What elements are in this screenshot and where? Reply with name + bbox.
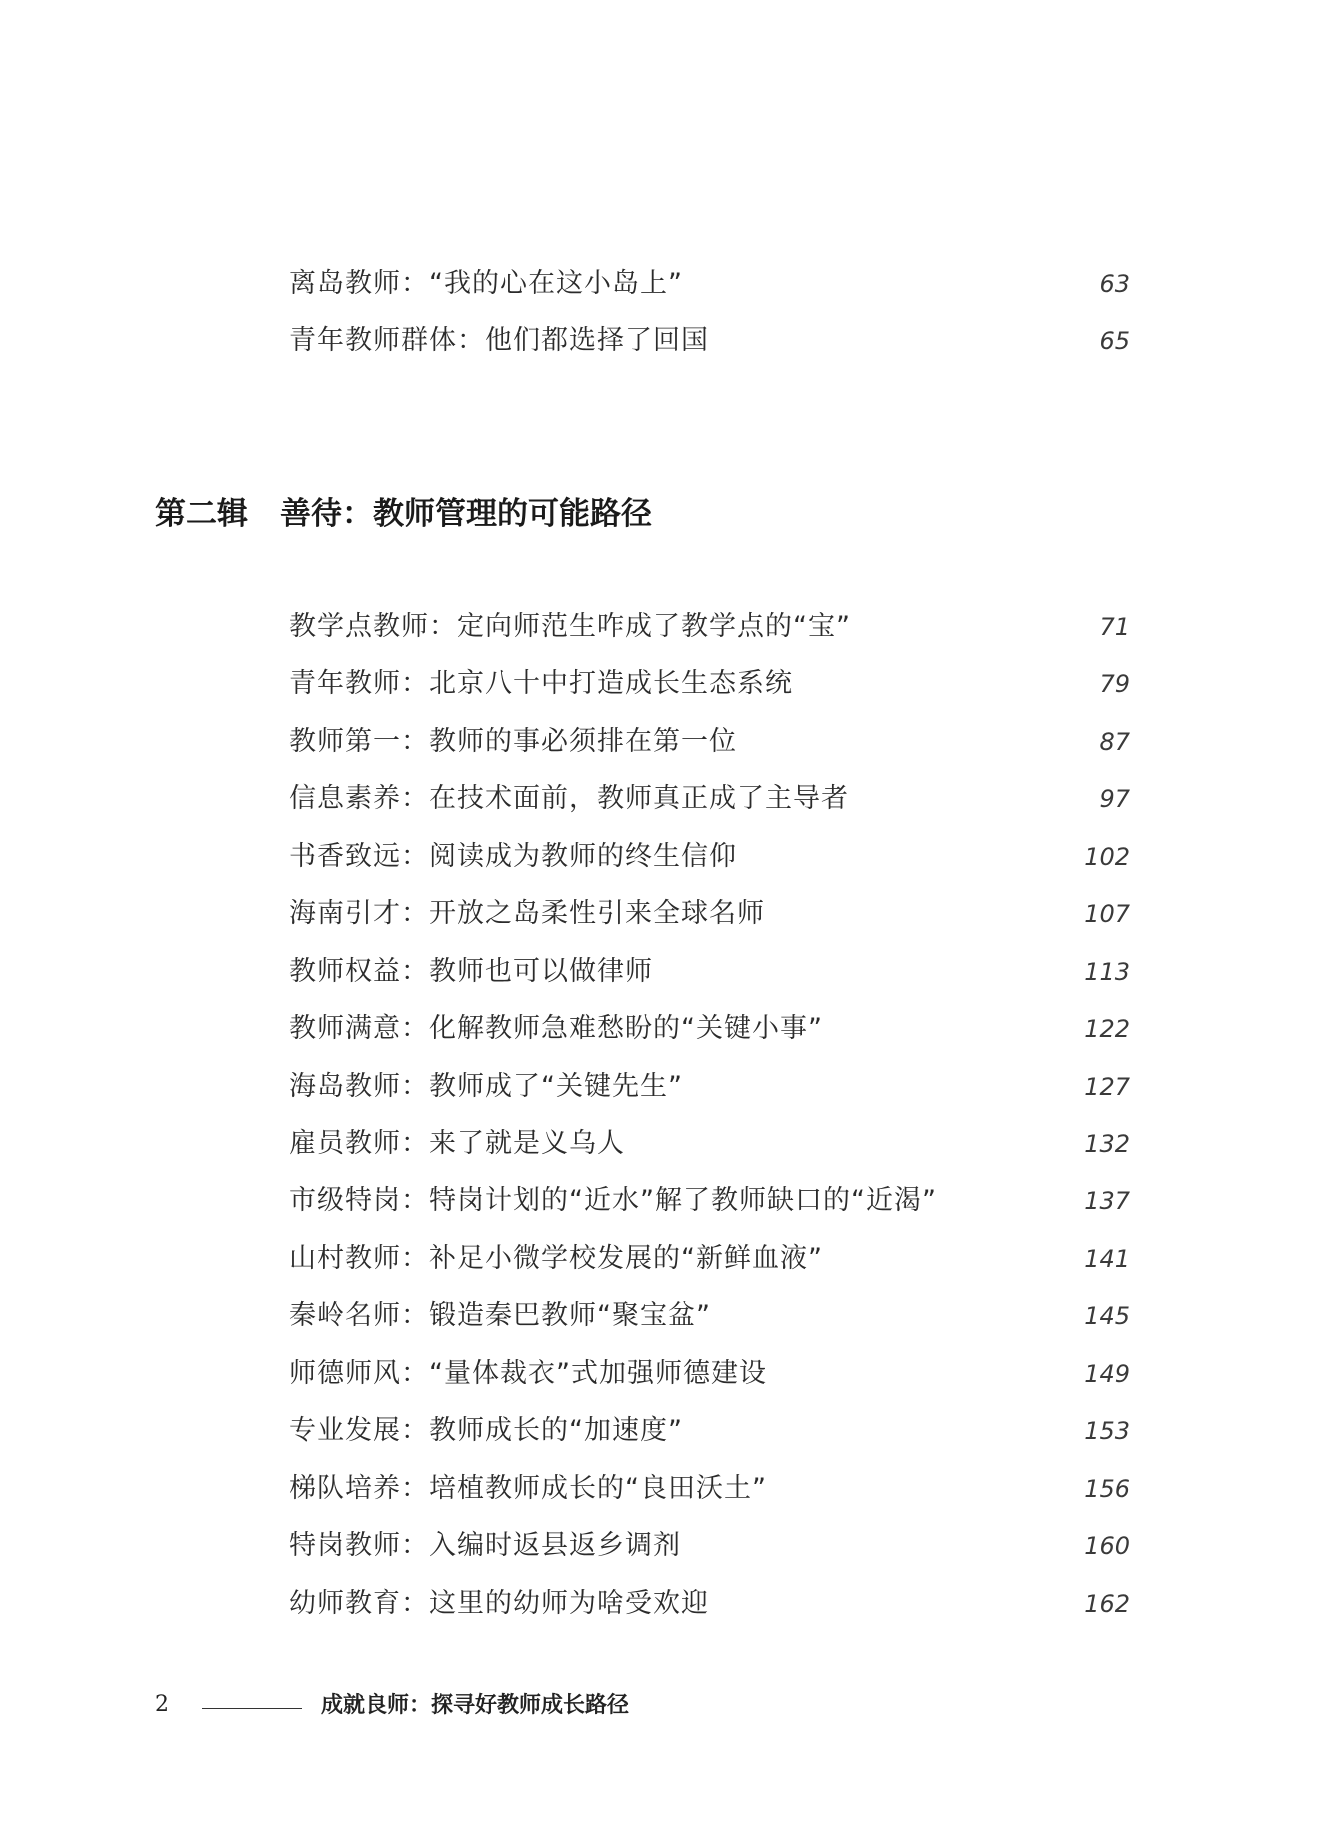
toc-entry[interactable] (0, 1009, 1326, 1049)
section-heading (155, 492, 652, 536)
toc-entry-title: 秦岭名师：锻造秦巴教师“聚宝盆” (289, 1300, 711, 1331)
toc-entry-title: 教师满意：化解教师急难愁盼的“关键小事” (289, 1013, 823, 1044)
section-title: 善待：教师管理的可能路径 (280, 496, 652, 532)
toc-entry[interactable] (0, 664, 1326, 704)
section-number: 第二辑 (155, 496, 248, 532)
toc-entry-title: 梯队培养：培植教师成长的“良田沃土” (289, 1473, 767, 1504)
toc-entry[interactable] (0, 1067, 1326, 1107)
toc-entry[interactable] (0, 779, 1326, 819)
toc-entry-page: 113 (1084, 958, 1130, 986)
toc-entry[interactable] (0, 837, 1326, 877)
toc-entry-page: 137 (1084, 1187, 1130, 1215)
toc-entry-page: 65 (1099, 327, 1130, 355)
toc-entry-page: 71 (1099, 613, 1130, 641)
toc-entry[interactable] (0, 952, 1326, 992)
toc-entry-page: 122 (1084, 1015, 1130, 1043)
toc-entry-title: 青年教师群体：他们都选择了回国 (289, 325, 709, 356)
toc-entry-page: 87 (1099, 728, 1130, 756)
toc-entry-title: 专业发展：教师成长的“加速度” (289, 1415, 683, 1446)
toc-entry-page: 107 (1084, 900, 1130, 928)
toc-entry-page: 132 (1084, 1130, 1130, 1158)
toc-entry-title: 信息素养：在技术面前，教师真正成了主导者 (289, 783, 849, 814)
toc-entry-page: 160 (1084, 1532, 1130, 1560)
toc-entry[interactable] (0, 264, 1326, 304)
toc-entry[interactable] (0, 894, 1326, 934)
footer-rule (202, 1708, 302, 1709)
toc-entry[interactable] (0, 1584, 1326, 1624)
toc-entry[interactable] (0, 722, 1326, 762)
toc-entry-page: 145 (1084, 1302, 1130, 1330)
toc-entry-title: 市级特岗：特岗计划的“近水”解了教师缺口的“近渴” (289, 1185, 937, 1216)
toc-entry[interactable] (0, 1469, 1326, 1509)
toc-entry-title: 教师第一：教师的事必须排在第一位 (289, 726, 737, 757)
footer-book-title: 成就良师：探寻好教师成长路径 (321, 1692, 630, 1718)
toc-entry-page: 153 (1084, 1417, 1130, 1445)
toc-entry[interactable] (0, 607, 1326, 647)
toc-entry[interactable] (0, 1354, 1326, 1394)
footer-page-number: 2 (155, 1692, 169, 1717)
toc-entry-page: 102 (1084, 843, 1130, 871)
toc-entry-title: 海南引才：开放之岛柔性引来全球名师 (289, 898, 765, 929)
page-footer (0, 1688, 1326, 1722)
toc-entry-page: 63 (1099, 270, 1130, 298)
toc-entry-title: 海岛教师：教师成了“关键先生” (289, 1071, 683, 1102)
toc-entry-title: 书香致远：阅读成为教师的终生信仰 (289, 841, 737, 872)
toc-entry[interactable] (0, 1296, 1326, 1336)
toc-entry-title: 幼师教育：这里的幼师为啥受欢迎 (289, 1588, 709, 1619)
toc-entry[interactable] (0, 1411, 1326, 1451)
toc-entry-page: 162 (1084, 1590, 1130, 1618)
toc-entry-title: 师德师风：“量体裁衣”式加强师德建设 (289, 1358, 767, 1389)
toc-entry-title: 教师权益：教师也可以做律师 (289, 956, 653, 987)
toc-entry-page: 149 (1084, 1360, 1130, 1388)
toc-entry[interactable] (0, 1526, 1326, 1566)
toc-entry-title: 山村教师：补足小微学校发展的“新鲜血液” (289, 1243, 823, 1274)
toc-entry-title: 青年教师：北京八十中打造成长生态系统 (289, 668, 793, 699)
toc-entry[interactable] (0, 321, 1326, 361)
toc-entry-page: 141 (1084, 1245, 1130, 1273)
toc-entry-page: 156 (1084, 1475, 1130, 1503)
toc-entry[interactable] (0, 1181, 1326, 1221)
toc-entry-page: 97 (1099, 785, 1130, 813)
toc-entry-page: 127 (1084, 1073, 1130, 1101)
toc-entry-title: 离岛教师：“我的心在这小岛上” (289, 268, 683, 299)
toc-entry-title: 教学点教师：定向师范生咋成了教学点的“宝” (289, 611, 851, 642)
toc-entry-title: 雇员教师：来了就是义乌人 (289, 1128, 625, 1159)
toc-entry[interactable] (0, 1239, 1326, 1279)
toc-entry[interactable] (0, 1124, 1326, 1164)
toc-entry-page: 79 (1099, 670, 1130, 698)
toc-entry-title: 特岗教师：入编时返县返乡调剂 (289, 1530, 681, 1561)
